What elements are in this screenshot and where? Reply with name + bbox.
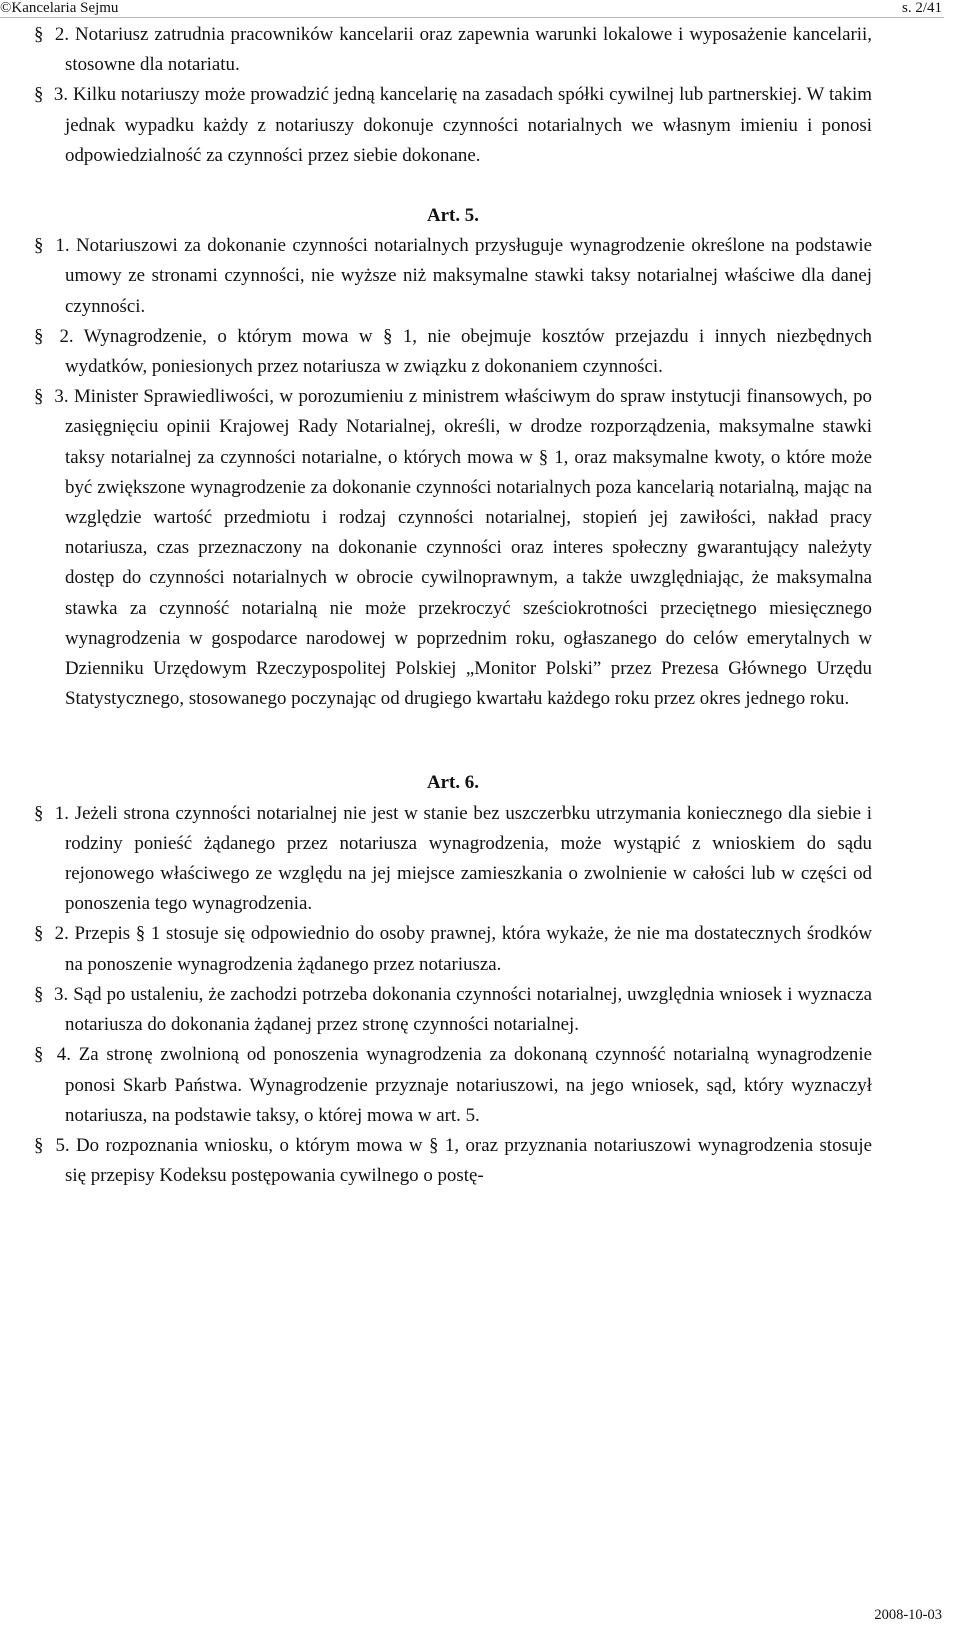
footer-date: 2008-10-03	[874, 1607, 942, 1623]
header-publisher: ©Kancelaria Sejmu	[0, 0, 119, 16]
paragraph-art6-sec2	[34, 919, 872, 979]
paragraph-text: 3. Sąd po ustaleniu, że zachodzi potrzeba dokonania czynności notarialnej, uwzględnia wniosek i wyznacza notariusza do dokonania żądanej przez stronę czynności notarialnej.	[54, 983, 872, 1036]
paragraph-art5-sec2	[34, 322, 872, 382]
paragraph-art5-sec3	[34, 382, 872, 714]
paragraph-art4-sec2	[34, 20, 872, 80]
section-sign: §	[34, 235, 44, 257]
section-sign: §	[34, 84, 44, 106]
section-sign: §	[34, 325, 44, 347]
paragraph-text: 2. Przepis § 1 stosuje się odpowiednio do osoby prawnej, która wykaże, że nie ma dostatecznych środków na ponoszenie wynagrodzenia żądanego przez notariusza.	[54, 923, 872, 975]
article-heading: Art. 5.	[427, 205, 479, 227]
section-sign: §	[34, 1134, 44, 1156]
section-sign: §	[34, 802, 44, 824]
paragraph-art6-sec5	[34, 1131, 872, 1191]
paragraph-text: 2. Notariusz zatrudnia pracowników kancelarii oraz zapewnia warunki lokalowe i wyposażenie kancelarii, stosowne dla notariatu.	[54, 24, 872, 76]
document-body	[34, 20, 872, 1191]
paragraph-text: 2. Wynagrodzenie, o którym mowa w § 1, nie obejmuje kosztów przejazdu i innych niezbędnych wydatków, poniesionych przez notariusza w związku z dokonaniem czynności.	[59, 325, 872, 378]
paragraph-text: 4. Za stronę zwolnioną od ponoszenia wynagrodzenia za dokonaną czynność notarialną wynagrodzenie ponosi Skarb Państwa. Wynagrodzenie przyznaje notariuszowi, na jego wniosek, sąd, który wyznaczył notariusza, na podstawie taksy, o której mowa w art. 5.	[56, 1044, 872, 1126]
paragraph-art6-sec3	[34, 980, 872, 1040]
header-rule	[0, 17, 944, 18]
paragraph-art5-sec1	[34, 231, 872, 322]
paragraph-text: 5. Do rozpoznania wniosku, o którym mowa w § 1, oraz przyznania notariuszowi wynagrodzenia stosuje się przepisy Kodeksu postępowania cywilnego o postę-	[55, 1134, 872, 1187]
article-heading: Art. 6.	[427, 772, 479, 794]
paragraph-text: 3. Minister Sprawiedliwości, w porozumieniu z ministrem właściwym do spraw instytucji finansowych, po zasięgnięciu opinii Krajowej Rady Notarialnej, określi, w drodze rozporządzenia, maksymalne stawki taksy notarialnej za czynności notarialne, o których mowa w § 1, oraz maksymalne kwoty, o które może być zwiększone wynagrodzenie za dokonanie czynności notarialnych poza kancelarią notarialną, mając na względzie wartość przedmiotu i rodzaj czynności notarialnej, stopień jej zawiłości, nakład pracy notariusza, czas przeznaczony na dokonanie czynności oraz interes społeczny gwarantujący należyty dostęp do czynności notarialnych w obrocie cywilnoprawnym, a także uwzględniając, że maksymalna stawka za czynność notarialną nie może przekroczyć sześciokrotności przeciętnego miesięcznego wynagrodzenia w gospodarce narodowej w poprzednim roku, ogłaszanego do celów emerytalnych w Dzienniku Urzędowym Rzeczypospolitej Polskiej „Monitor Polski” przez Prezesa Głównego Urzędu Statystycznego, stosowanego poczynając od drugiego kwartału każdego roku przez okres jednego roku.	[54, 386, 872, 710]
paragraph-text: 1. Jeżeli strona czynności notarialnej nie jest w stanie bez uszczerbku utrzymania koniecznego dla siebie i rodziny ponieść żądanego przez notariusza wynagrodzenia, może wystąpić z wnioskiem do sądu rejonowego właściwego ze względu na jej miejsce zamieszkania o zwolnienie w całości lub w części od ponoszenia tego wynagrodzenia.	[54, 802, 872, 915]
section-sign: §	[34, 983, 44, 1005]
section-sign: §	[34, 1044, 44, 1066]
section-sign: §	[34, 24, 44, 45]
paragraph-art4-sec3	[34, 80, 872, 171]
paragraph-text: 1. Notariuszowi za dokonanie czynności notarialnych przysługuje wynagrodzenie określone na podstawie umowy ze stronami czynności, nie wyższe niż maksymalne stawki taksy notarialnej właściwe dla danej czynności.	[55, 235, 872, 317]
paragraph-art6-sec4	[34, 1040, 872, 1131]
header-page-number: s. 2/41	[901, 0, 942, 16]
section-sign: §	[34, 923, 44, 945]
paragraph-art6-sec1	[34, 799, 872, 920]
paragraph-text: 3. Kilku notariuszy może prowadzić jedną kancelarię na zasadach spółki cywilnej lub partnerskiej. W takim jednak wypadku każdy z notariuszy dokonuje czynności notarialnych we własnym imieniu i ponosi odpowiedzialność za czynności przez siebie dokonane.	[53, 84, 872, 166]
section-sign: §	[34, 386, 44, 408]
